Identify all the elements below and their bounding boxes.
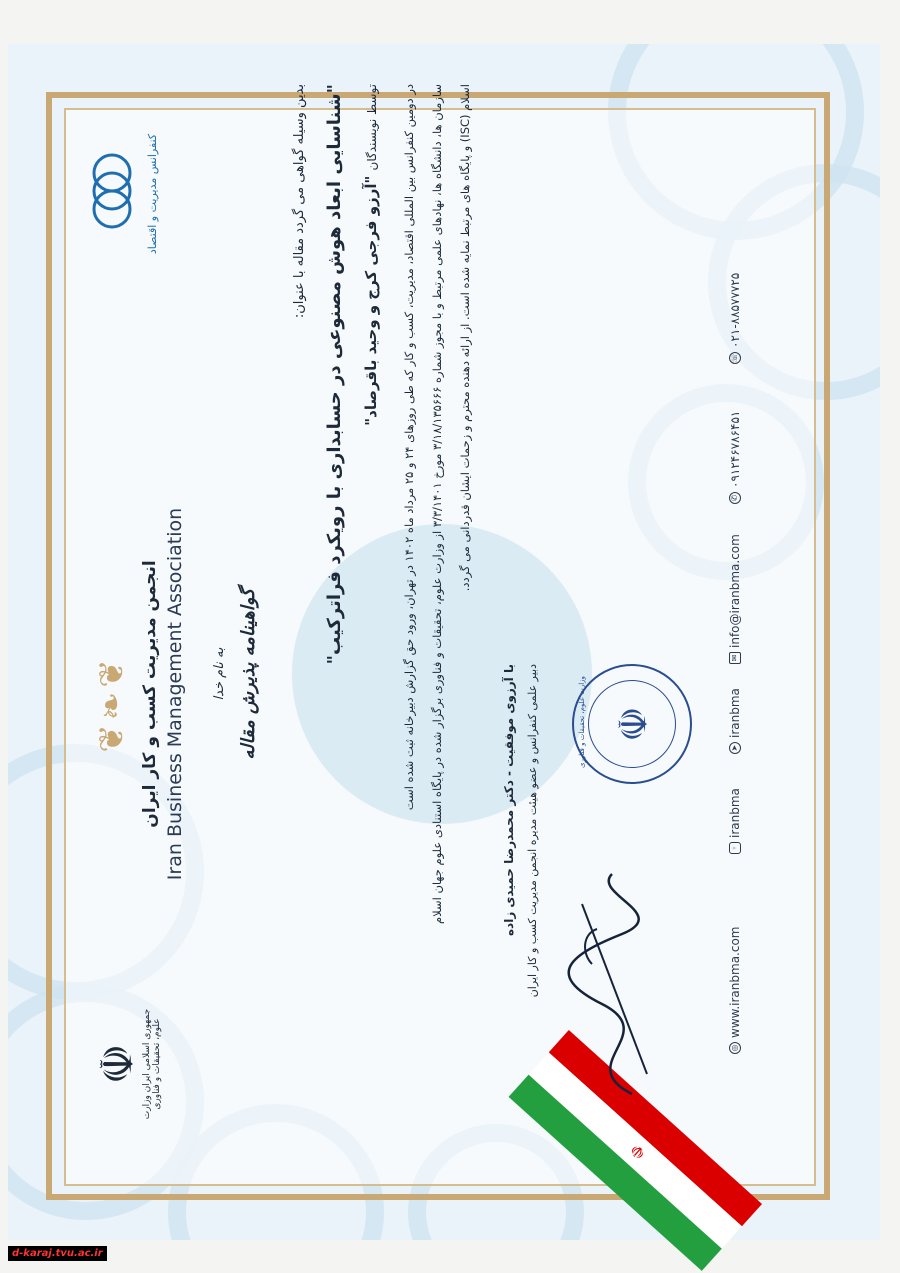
globe-icon: ◎ xyxy=(729,1042,741,1054)
signature xyxy=(552,864,672,1104)
signer-title: دبیر علمی کنفرانس و عضو هیئت مدیره انجمن مدیریت کسب و کار ایران xyxy=(526,664,539,998)
paper-title: "شناسایی ابعاد هوش مصنوعی در حسابداری با رویکرد فراترکیب" xyxy=(324,84,345,665)
whatsapp-icon: ✆ xyxy=(729,492,741,504)
footer-phone[interactable]: ☏ ۰۲۱-۸۸۵۷۷۷۲۵ xyxy=(728,272,742,363)
footer-whatsapp[interactable]: ✆ ۰۹۱۲۴۶۷۸۶۴۵۱ xyxy=(728,411,742,504)
authors-row xyxy=(362,84,380,844)
certificate-title: گواهینامه پذیرش مقاله xyxy=(238,588,259,760)
org-name-en: Iran Business Management Association xyxy=(164,507,186,881)
body-line-2: سازمان ها، دانشگاه ها، نهادهای علمی مرتبط و با مجوز شماره ۳/۱۸/۱۳۵۶۶۶ مورخ ۳/۳/۱۴۰۱ از وزارت علوم، تحقیقات و فناوری برگزار شده در پایگاه استنادی علوم جهان اسلام xyxy=(430,84,444,924)
rings-icon xyxy=(82,149,142,239)
footer-email[interactable]: ✉ info@iranbma.com xyxy=(728,534,742,664)
certificate-content xyxy=(52,56,804,1164)
seal-caption: وزارت علوم، تحقیقات و فناوری xyxy=(578,676,586,768)
ornament-icon: ❦❧❦ xyxy=(92,655,132,753)
footer-website[interactable]: ◎ www.iranbma.com xyxy=(728,927,742,1055)
email-icon: ✉ xyxy=(729,652,741,664)
telegram-icon: ➤ xyxy=(729,742,741,754)
instagram-icon: ◦ xyxy=(729,842,741,854)
footer-telegram[interactable]: ➤ iranbma xyxy=(728,688,742,754)
emblem-icon: ☫ xyxy=(90,1043,144,1085)
footer-instagram[interactable]: ◦ iranbma xyxy=(728,788,742,854)
body-line-3: اسلام (ISC) و پایگاه های مرتبط نمایه شده است. از ارائه دهنده محترم و زحمات ایشان قدردانی می گردد. xyxy=(458,84,472,592)
authors: "آرزو فرجی کرج و وحید باقرصاد" xyxy=(362,175,380,426)
authors-label: توسط نویسندگان xyxy=(365,84,379,171)
intro-line: بدین وسیله گواهی می گردد مقاله با عنوان: xyxy=(292,84,307,319)
conference-logo-caption: کنفرانس مدیریت و اقتصاد xyxy=(146,133,159,255)
phone-icon: ☏ xyxy=(730,352,739,363)
ministry-seal xyxy=(572,664,692,784)
ministry-caption: جمهوری اسلامی ایران وزارت علوم، تحقیقات و فناوری xyxy=(142,1008,162,1120)
org-name-fa: انجمن مدیریت کسب و کار ایران xyxy=(140,560,160,828)
source-caption: d-karaj.tvu.ac.ir xyxy=(8,1246,107,1261)
wishes: با آرزوی موفقیت - دکتر محمدرضا حمیدی زاده xyxy=(502,664,516,937)
basmala: به نام خدا xyxy=(212,647,227,701)
ministry-emblem xyxy=(92,1004,162,1124)
body-line-1: در دومین کنفرانس بین المللی اقتصاد، مدیریت، کسب و کار که طی روزهای ۲۴ و ۲۵ مرداد ماه ۱۴۰۲ در تهران، ورود حق گزارش دبیرخانه ثبت شده است xyxy=(402,84,416,811)
iran-flag-ribbon: ☫ xyxy=(509,1030,762,1271)
seal-emblem-icon: ☫ xyxy=(611,706,657,742)
conference-logo xyxy=(82,124,159,264)
